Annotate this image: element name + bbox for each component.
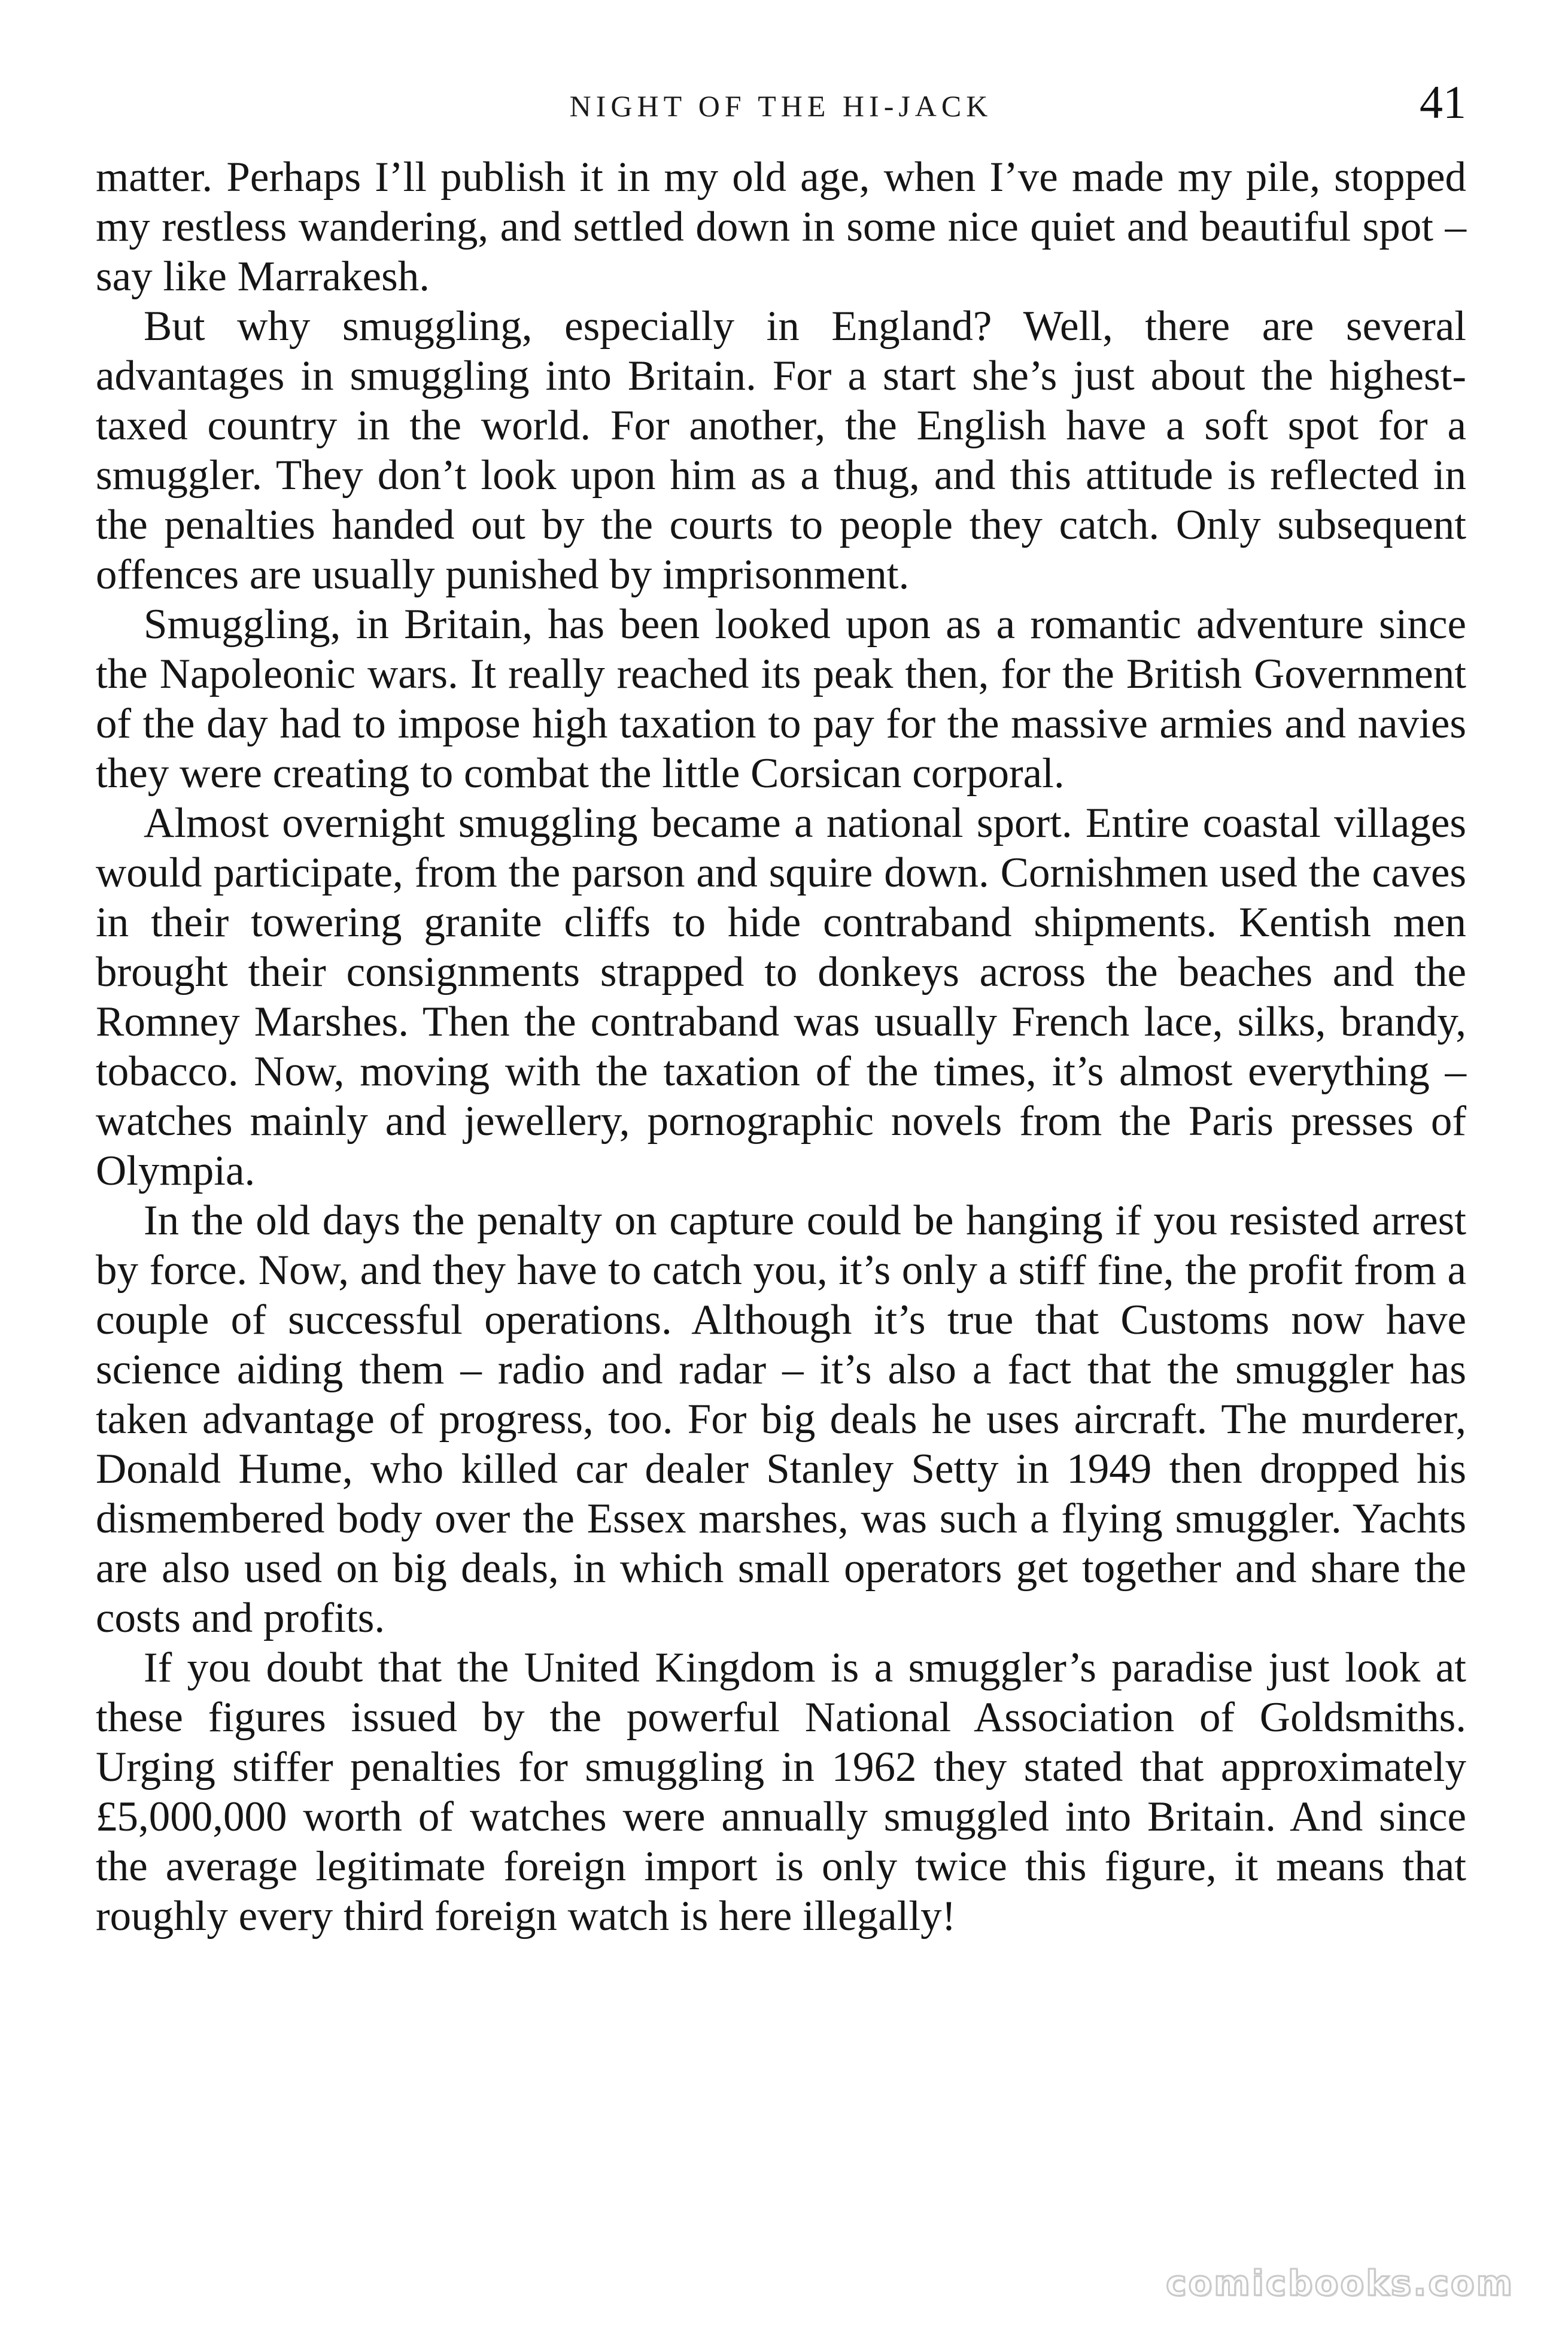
watermark-logo: comicbooks.com: [1166, 2263, 1514, 2303]
running-title: NIGHT OF THE HI-JACK: [569, 89, 993, 123]
paragraph: But why smuggling, especially in England? Well, there are several advantages in smuggling into Britain. For a start she’s just about the highest-taxed country in the world. For another, the English have a soft spot for a smuggler. They don’t look upon him as a thug, and this attitude is reflected in the penalties handed out by the courts to people they catch. Only subsequent offences are usually punished by imprisonment.: [96, 303, 1466, 598]
paragraph: matter. Perhaps I’ll publish it in my old age, when I’ve made my pile, stopped my restless wandering, and settled down in some nice quiet and beautiful spot – say like Marrakesh.: [96, 154, 1466, 300]
page-number: 41: [1420, 76, 1466, 128]
paragraph: Almost overnight smuggling became a national sport. Entire coastal villages would participate, from the parson and squire down. Cornishmen used the caves in their towering granite cliffs to hide contraband shipments. Kentish men brought their consignments strapped to donkeys across the beaches and the Romney Marshes. Then the contraband was usually French lace, silks, brandy, tobacco. Now, moving with the taxation of the times, it’s almost everything – watches mainly and jewellery, pornographic novels from the Paris presses of Olympia.: [96, 800, 1466, 1194]
paragraph: If you doubt that the United Kingdom is a smuggler’s paradise just look at these figures issued by the powerful National Association of Goldsmiths. Urging stiffer penalties for smuggling in 1962 they stated that approximately £5,000,000 worth of watches were annually smuggled into Britain. And since the average legitimate foreign import is only twice this figure, it means that roughly every third foreign watch is here illegally!: [96, 1644, 1466, 1940]
running-head: [96, 71, 1466, 136]
paragraph: Smuggling, in Britain, has been looked upon as a romantic adventure since the Napoleonic wars. It really reached its peak then, for the British Government of the day had to impose high taxation to pay for the massive armies and navies they were creating to combat the little Corsican corporal.: [96, 601, 1466, 797]
paragraph: In the old days the penalty on capture could be hanging if you resisted arrest by force. Now, and they have to catch you, it’s only a stiff fine, the profit from a couple of successful operations. Although it’s true that Customs now have science aiding them – radio and radar – it’s also a fact that the smuggler has taken advantage of progress, too. For big deals he uses aircraft. The murderer, Donald Hume, who killed car dealer Stanley Setty in 1949 then dropped his dismembered body over the Essex marshes, was such a flying smuggler. Yachts are also used on big deals, in which small operators get together and share the costs and profits.: [96, 1197, 1466, 1641]
body-text: [96, 153, 1466, 1941]
